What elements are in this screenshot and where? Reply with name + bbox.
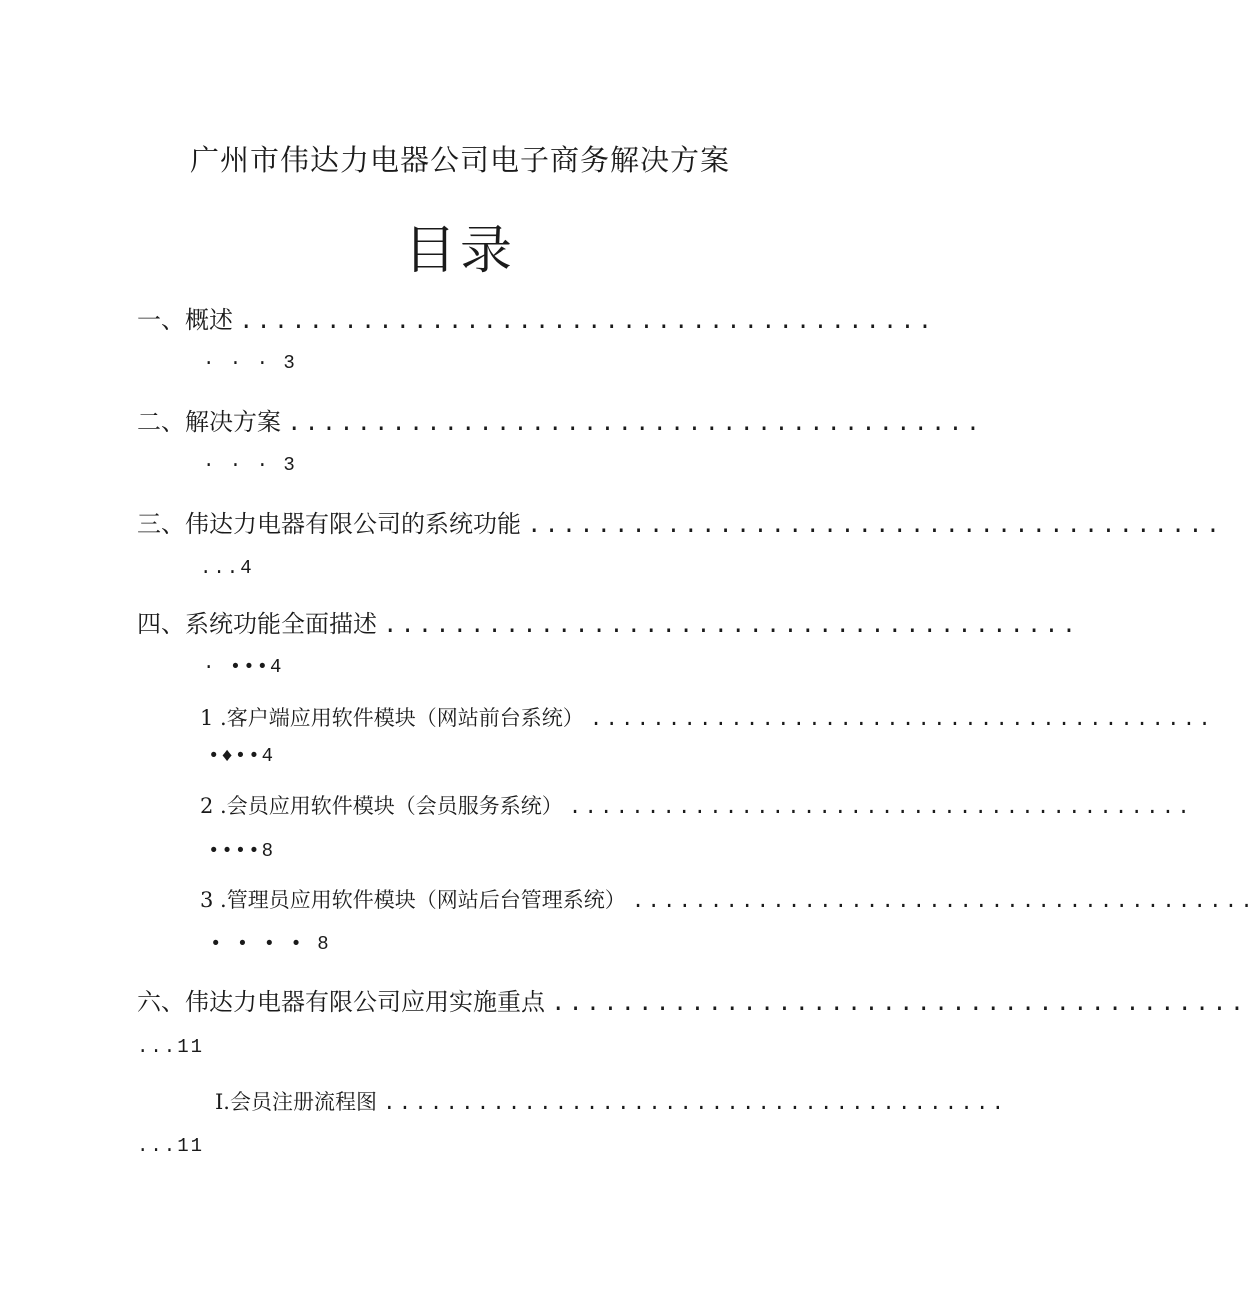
toc-subentry-registration-flowchart[interactable]	[215, 1086, 1008, 1116]
toc-leader-dots: ........................................	[631, 891, 1256, 914]
document-title: 广州市伟达力电器公司电子商务解决方案	[189, 143, 730, 177]
toc-entry-solution[interactable]	[137, 402, 984, 438]
toc-subentry-client-module[interactable]	[200, 702, 1214, 732]
toc-entry-label: 一、概述	[137, 306, 233, 334]
toc-entry-label: 2 .会员应用软件模块（会员服务系统）	[200, 794, 563, 818]
toc-entry-label: 二、解决方案	[137, 408, 281, 436]
toc-leader-dots: ........................................	[568, 797, 1193, 820]
toc-entry-label: 3 .管理员应用软件模块（网站后台管理系统）	[200, 888, 626, 912]
toc-entry-label: 1 .客户端应用软件模块（网站前台系统）	[200, 706, 584, 730]
toc-subentry-admin-module[interactable]	[200, 884, 1256, 914]
toc-leader-dots: ........................................	[527, 513, 1224, 540]
toc-leader-dots: ........................................	[287, 411, 984, 438]
toc-entry-page-ref: · · · 3	[203, 454, 297, 476]
toc-subentry-member-module[interactable]	[200, 790, 1193, 820]
toc-entry-page-ref: ...11	[137, 1036, 205, 1058]
toc-entry-label: 四、系统功能全面描述	[137, 610, 377, 638]
toc-leader-dots: ........................................	[383, 613, 1080, 640]
toc-entry-system-functions[interactable]	[137, 504, 1224, 540]
toc-entry-label: I.会员注册流程图	[215, 1090, 377, 1114]
toc-leader-dots: ........................................	[382, 1093, 1008, 1116]
toc-heading: 目录	[403, 221, 516, 281]
toc-leader-dots: ........................................	[239, 309, 936, 336]
toc-entry-page-ref: •♦••4	[208, 745, 276, 767]
toc-entry-page-ref: ...11	[137, 1135, 205, 1157]
toc-entry-function-description[interactable]	[137, 604, 1080, 640]
toc-entry-page-ref: · •••4	[203, 656, 284, 678]
toc-entry-page-ref: · · · 3	[203, 352, 297, 374]
toc-entry-page-ref: ••••8	[208, 840, 276, 862]
toc-entry-page-ref: • • • • 8	[210, 933, 331, 955]
toc-entry-implementation-focus[interactable]	[137, 982, 1248, 1018]
toc-entry-label: 三、伟达力电器有限公司的系统功能	[137, 510, 521, 538]
toc-leader-dots: ........................................	[589, 709, 1214, 732]
toc-entry-label: 六、伟达力电器有限公司应用实施重点	[137, 988, 545, 1016]
toc-leader-dots: ........................................	[551, 991, 1248, 1018]
toc-entry-page-ref: ...4	[200, 557, 254, 579]
toc-entry-overview[interactable]	[137, 300, 936, 336]
